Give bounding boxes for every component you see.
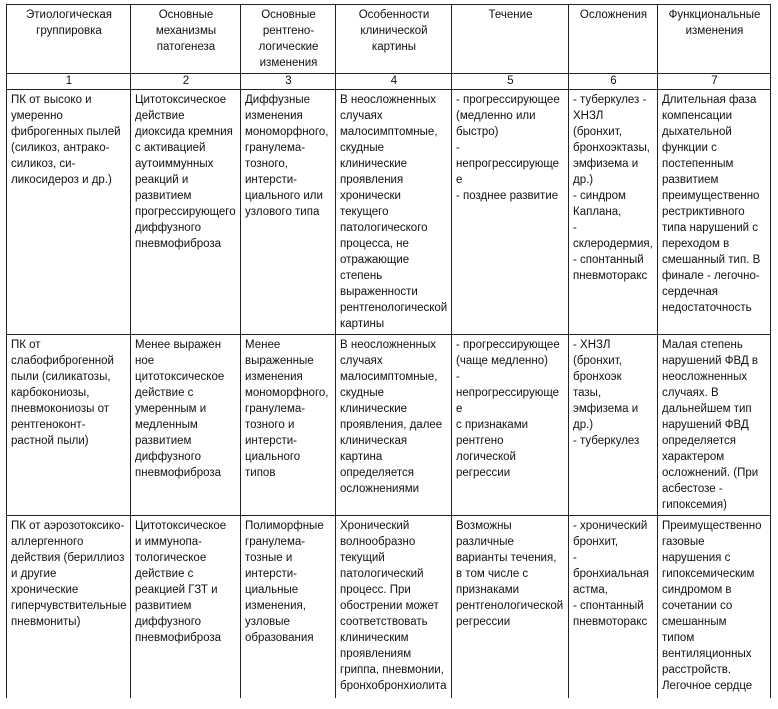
header-cell: Функциональные изменения — [658, 5, 771, 74]
table-row — [7, 335, 771, 516]
table-cell: Длительная фаза компенсации дыхательной функции с постепенным развитием преимущественно рестриктивного типа нарушений с переходом в смешанный тип. В финале - легочно- сердечная недостаточность — [658, 90, 771, 335]
table-cell: - прогрессирующее (медленно или быстро) - непрогрессирующее - позднее развитие — [452, 90, 569, 335]
table-cell: - ХНЗЛ (бронхит, бронхоэк тазы, эмфизема и др.) - туберкулез — [569, 335, 658, 516]
table-cell: Полиморфные гранулема- тозные и интерсти- циальные изменения, узловые образования — [241, 516, 336, 699]
table-cell: Преимущественно газовые нарушения с гипоксемическим синдромом в сочетании со смешанным типом вентиляционных расстройств. Легочное сердце — [658, 516, 771, 699]
table-cell: - хронический бронхит, - бронхиальная астма, - спонтанный пневмоторакс — [569, 516, 658, 699]
header-cell: Основные механизмы патогенеза — [131, 5, 241, 74]
column-number: 7 — [658, 74, 771, 90]
table-cell: Малая степень нарушений ФВД в неосложненных случаях. В дальнейшем тип нарушений ФВД определяется характером осложнений. (При асбестозе - гипоксемия) — [658, 335, 771, 516]
table-cell: Хронический волнообразно текущий патологический процесс. При обострении может соответствовать клиническим проявлениям гриппа, пневмонии, бронхобронхиолита — [336, 516, 452, 699]
classification-table — [6, 4, 771, 698]
column-number: 1 — [7, 74, 131, 90]
table-cell: Менее выраженные изменения мономорфного, гранулема- тозного и интерсти- циального типов — [241, 335, 336, 516]
table-cell: ПК от аэрозотоксико- аллергенного действия (бериллиоз и другие хронические гиперчувствительные пневмониты) — [7, 516, 131, 699]
column-number: 2 — [131, 74, 241, 90]
table-cell: Менее выражен ное цитотоксическое действие с умеренным и медленным развитием диффузного пневмофиброза — [131, 335, 241, 516]
column-number: 4 — [336, 74, 452, 90]
column-number-row — [7, 74, 771, 90]
table-cell: Цитотоксическое и иммунопа- тологическое действие с реакцией ГЗТ и развитием диффузного пневмофиброза — [131, 516, 241, 699]
table-cell: Диффузные изменения мономорфного, гранулема- тозного, интерсти- циального или узлового типа — [241, 90, 336, 335]
table-cell: - туберкулез - ХНЗЛ (бронхит, бронхоэктазы, эмфизема и др.) - синдром Каплана, - склеродермия, - спонтанный пневмоторакс — [569, 90, 658, 335]
header-cell: Течение — [452, 5, 569, 74]
column-number: 6 — [569, 74, 658, 90]
header-cell: Этиологическая группировка — [7, 5, 131, 74]
table-cell: Возможны различные варианты течения, в том числе с признаками рентгенологической регрессии — [452, 516, 569, 699]
header-cell: Осложнения — [569, 5, 658, 74]
table-row — [7, 516, 771, 699]
table-row — [7, 90, 771, 335]
header-cell: Особенности клинической картины — [336, 5, 452, 74]
table-cell: ПК от высоко и умеренно фиброгенных пылей (силикоз, антрако- силикоз, си- ликосидероз и др.) — [7, 90, 131, 335]
column-number: 5 — [452, 74, 569, 90]
table-cell: Цитотоксическое действие диоксида кремния с активацией аутоиммунных реакций и развитием прогрессирующего диффузного пневмофиброза — [131, 90, 241, 335]
header-cell: Основные рентгено- логические изменения — [241, 5, 336, 74]
table-cell: В неосложненных случаях малосимптомные, скудные клинические проявления, далее клиническая картина определяется осложнениями — [336, 335, 452, 516]
header-row — [7, 5, 771, 74]
table-cell: ПК от слабофиброгенной пыли (силикатозы, карбокониозы, пневмокониозы от рентгеноконт- растной пыли) — [7, 335, 131, 516]
table-cell: В неосложненных случаях малосимптомные, скудные клинические проявления хронически текущего патологического процесса, не отражающие степень выраженности рентгенологической картины — [336, 90, 452, 335]
column-number: 3 — [241, 74, 336, 90]
table-cell: - прогрессирующее (чаще медленно) - непрогрессирующее с признаками рентгено логической регрессии — [452, 335, 569, 516]
